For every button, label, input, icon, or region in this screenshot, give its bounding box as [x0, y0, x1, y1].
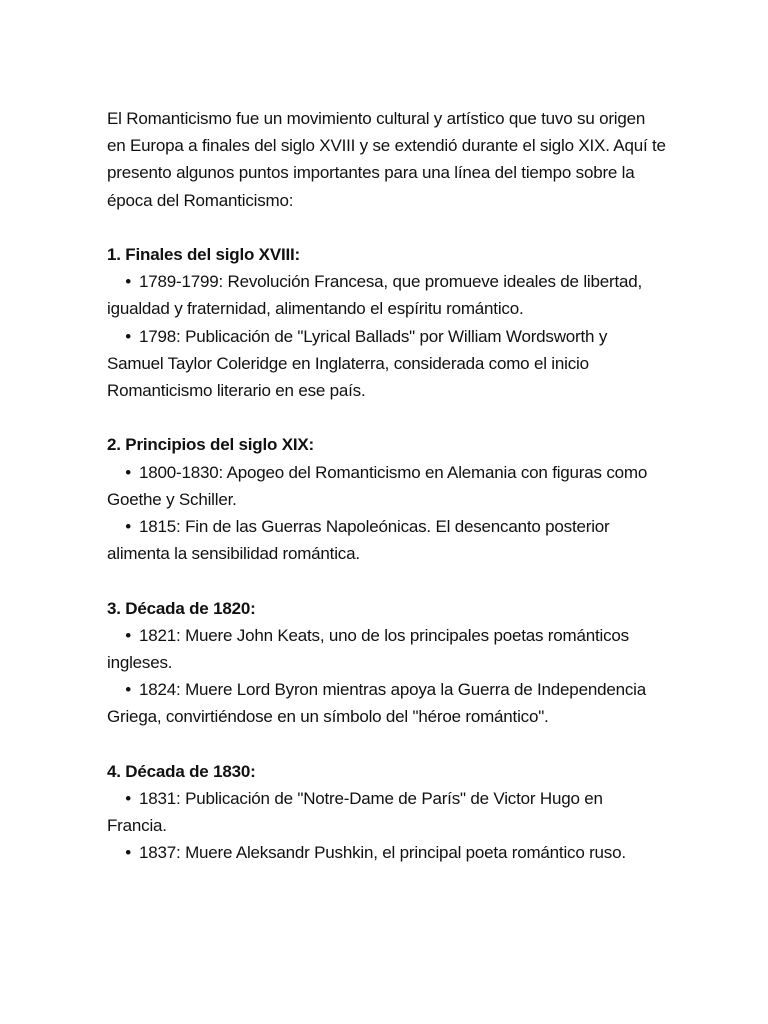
document-body — [107, 105, 667, 894]
bullet-icon: • — [125, 625, 131, 645]
list-item — [107, 268, 667, 322]
list-item-text: 1798: Publicación de "Lyrical Ballads" por William Wordsworth y Samuel Taylor Coleridge en Inglaterra, considerada como el inicio Romanticismo literario en ese país. — [107, 326, 608, 401]
bullet-icon: • — [125, 843, 131, 863]
bullet-icon: • — [125, 326, 131, 346]
bullet-icon: • — [125, 517, 131, 537]
section-heading: 2. Principios del siglo XIX: — [107, 435, 314, 455]
section-finales-siglo-xviii — [107, 241, 667, 404]
bullet-icon: • — [125, 680, 131, 700]
list-item-text: 1824: Muere Lord Byron mientras apoya la Guerra de Independencia Griega, convirtiéndose en un símbolo del "héroe romántico". — [107, 680, 646, 727]
list-item-text: 1821: Muere John Keats, uno de los principales poetas románticos ingleses. — [107, 625, 629, 673]
section-heading: 1. Finales del siglo XVIII: — [107, 245, 300, 264]
section-heading: 4. Década de 1830: — [107, 761, 256, 781]
list-item-text: 1815: Fin de las Guerras Napoleónicas. El desencanto posterior alimenta la sensibilidad romántica. — [107, 517, 610, 564]
list-item — [107, 513, 667, 567]
list-item — [107, 785, 667, 839]
list-item — [107, 676, 667, 730]
bullet-icon: • — [125, 272, 131, 292]
intro-paragraph: El Romanticismo fue un movimiento cultural y artístico que tuvo su origen en Europa a finales del siglo XVIII y se extendió durante el siglo XIX. Aquí te presento algunos puntos importantes para una línea del tiempo sobre la época del Romanticismo: — [107, 109, 666, 210]
section-heading: 3. Década de 1820: — [107, 598, 256, 618]
list-item-text: 1789-1799: Revolución Francesa, que promueve ideales de libertad, igualdad y fraternidad, alimentando el espíritu romántico. — [107, 272, 642, 319]
list-item — [107, 622, 667, 676]
section-decada-1820 — [107, 595, 667, 731]
list-item-text: 1831: Publicación de "Notre-Dame de París" de Victor Hugo en Francia. — [107, 789, 603, 836]
list-item — [107, 839, 667, 866]
bullet-icon: • — [125, 789, 131, 809]
list-item — [107, 323, 667, 405]
section-principios-siglo-xix — [107, 431, 667, 567]
list-item-text: 1800-1830: Apogeo del Romanticismo en Alemania con figuras como Goethe y Schiller. — [107, 462, 648, 509]
list-item — [107, 459, 667, 513]
section-decada-1830 — [107, 758, 667, 867]
bullet-icon: • — [125, 462, 131, 482]
list-item-text: 1837: Muere Aleksandr Pushkin, el principal poeta romántico ruso. — [139, 843, 626, 863]
